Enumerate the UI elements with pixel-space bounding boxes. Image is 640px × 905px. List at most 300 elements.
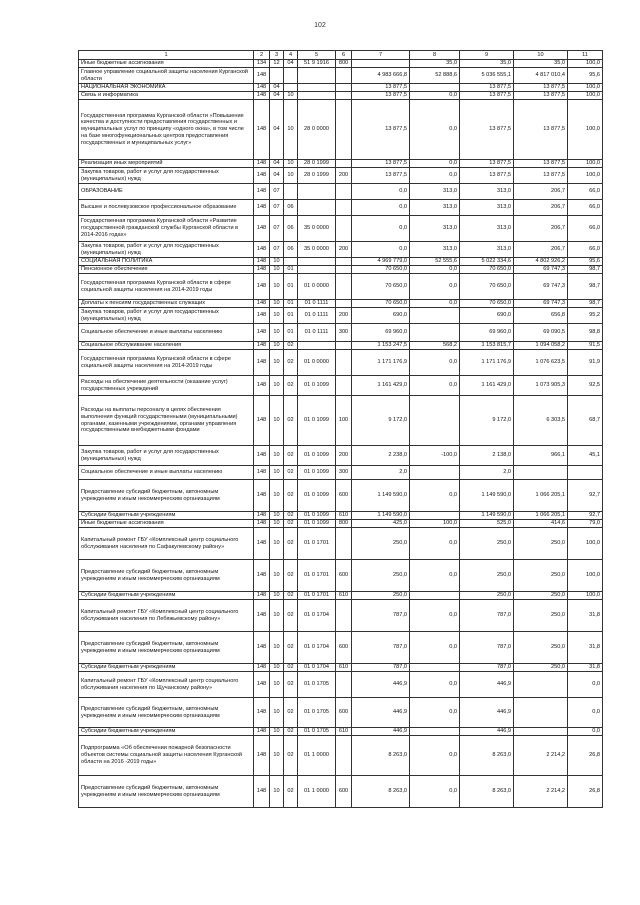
expense-type-cell: 200 xyxy=(336,446,352,466)
table-row xyxy=(79,266,603,274)
plan-cell: 525,0 xyxy=(460,520,514,528)
table-row xyxy=(79,600,603,632)
expense-type-cell xyxy=(336,92,352,100)
table-row xyxy=(79,632,603,664)
expense-type-cell xyxy=(336,184,352,200)
expense-type-cell: 800 xyxy=(336,520,352,528)
change-cell: 0,0 xyxy=(410,698,460,728)
target-article-cell xyxy=(298,84,336,92)
section-cell: 10 xyxy=(270,600,284,632)
name-cell: Субсидии бюджетным учреждениям xyxy=(79,664,254,672)
executed-cell: 69 747,3 xyxy=(514,300,568,308)
admin-code-cell: 148 xyxy=(254,92,270,100)
target-article-cell: 01 1 0000 xyxy=(298,736,336,776)
section-cell: 04 xyxy=(270,92,284,100)
subsection-cell: 02 xyxy=(284,466,298,480)
executed-cell: 250,0 xyxy=(514,592,568,600)
table-row xyxy=(79,672,603,698)
name-cell: Закупка товаров, работ и услуг для государственных (муниципальных) нужд xyxy=(79,168,254,184)
table-row xyxy=(79,300,603,308)
change-cell xyxy=(410,84,460,92)
executed-cell: 13 877,5 xyxy=(514,84,568,92)
name-cell: Иные бюджетные ассигнования xyxy=(79,520,254,528)
plan-cell: 787,0 xyxy=(460,632,514,664)
executed-cell: 250,0 xyxy=(514,528,568,560)
percent-cell: 100,0 xyxy=(568,60,603,68)
expense-type-cell: 610 xyxy=(336,512,352,520)
plan-cell: 5 022 334,6 xyxy=(460,258,514,266)
table-row xyxy=(79,480,603,512)
expense-type-cell xyxy=(336,274,352,300)
name-cell: ОБРАЗОВАНИЕ xyxy=(79,184,254,200)
table-row xyxy=(79,342,603,350)
admin-code-cell: 148 xyxy=(254,672,270,698)
page-number: 102 xyxy=(314,22,326,29)
target-article-cell: 01 0 1099 xyxy=(298,446,336,466)
approved-cell: 787,0 xyxy=(352,632,410,664)
change-cell xyxy=(410,592,460,600)
percent-cell: 92,7 xyxy=(568,512,603,520)
column-header-2: 2 xyxy=(254,51,270,60)
change-cell xyxy=(410,512,460,520)
table-row xyxy=(79,350,603,376)
section-cell: 10 xyxy=(270,308,284,324)
percent-cell: 91,9 xyxy=(568,350,603,376)
subsection-cell: 06 xyxy=(284,216,298,242)
target-article-cell: 28 0 1999 xyxy=(298,160,336,168)
executed-cell: 13 877,5 xyxy=(514,100,568,160)
percent-cell: 95,6 xyxy=(568,258,603,266)
change-cell: 568,2 xyxy=(410,342,460,350)
name-cell: СОЦИАЛЬНАЯ ПОЛИТИКА xyxy=(79,258,254,266)
table-row xyxy=(79,664,603,672)
percent-cell: 98,7 xyxy=(568,274,603,300)
plan-cell: 313,0 xyxy=(460,216,514,242)
admin-code-cell: 134 xyxy=(254,60,270,68)
target-article-cell: 01 0 1099 xyxy=(298,396,336,446)
admin-code-cell: 148 xyxy=(254,528,270,560)
change-cell: 313,0 xyxy=(410,200,460,216)
name-cell: Главное управление социальной защиты населения Курганской области xyxy=(79,68,254,84)
change-cell: 52 888,6 xyxy=(410,68,460,84)
expense-type-cell: 200 xyxy=(336,242,352,258)
percent-cell: 66,0 xyxy=(568,242,603,258)
expense-type-cell: 600 xyxy=(336,632,352,664)
column-header-5: 5 xyxy=(298,51,336,60)
approved-cell: 70 650,0 xyxy=(352,300,410,308)
plan-cell: 1 161 429,0 xyxy=(460,376,514,396)
admin-code-cell: 148 xyxy=(254,664,270,672)
table-row xyxy=(79,308,603,324)
name-cell: Доплаты к пенсиям государственных служащих xyxy=(79,300,254,308)
target-article-cell: 01 0 1705 xyxy=(298,698,336,728)
target-article-cell: 35 0 0000 xyxy=(298,242,336,258)
change-cell xyxy=(410,308,460,324)
percent-cell: 92,7 xyxy=(568,480,603,512)
executed-cell: 1 066 205,1 xyxy=(514,480,568,512)
plan-cell: 69 960,0 xyxy=(460,324,514,342)
target-article-cell xyxy=(298,258,336,266)
name-cell: Субсидии бюджетным учреждениям xyxy=(79,512,254,520)
section-cell: 10 xyxy=(270,300,284,308)
approved-cell: 1 149 590,0 xyxy=(352,480,410,512)
target-article-cell: 01 0 1111 xyxy=(298,300,336,308)
percent-cell: 100,0 xyxy=(568,528,603,560)
table-row xyxy=(79,376,603,396)
approved-cell: 0,0 xyxy=(352,200,410,216)
approved-cell xyxy=(352,60,410,68)
section-cell: 04 xyxy=(270,160,284,168)
column-header-9: 9 xyxy=(460,51,514,60)
plan-cell: 1 149 590,0 xyxy=(460,512,514,520)
section-cell: 04 xyxy=(270,84,284,92)
admin-code-cell: 148 xyxy=(254,736,270,776)
subsection-cell: 02 xyxy=(284,446,298,466)
executed-cell: 35,0 xyxy=(514,60,568,68)
admin-code-cell: 148 xyxy=(254,342,270,350)
name-cell: Реализация иных мероприятий xyxy=(79,160,254,168)
change-cell: 0,0 xyxy=(410,560,460,592)
approved-cell: 1 149 590,0 xyxy=(352,512,410,520)
expense-type-cell: 600 xyxy=(336,480,352,512)
approved-cell: 250,0 xyxy=(352,528,410,560)
change-cell: 100,0 xyxy=(410,520,460,528)
table-row xyxy=(79,466,603,480)
approved-cell: 1 161 429,0 xyxy=(352,376,410,396)
admin-code-cell: 148 xyxy=(254,480,270,512)
target-article-cell: 01 0 1705 xyxy=(298,728,336,736)
name-cell: Пенсионное обеспечение xyxy=(79,266,254,274)
section-cell: 10 xyxy=(270,632,284,664)
percent-cell: 92,5 xyxy=(568,376,603,396)
name-cell: Государственная программа Курганской области в сфере социальной защиты населения на 2014-2019 годы xyxy=(79,350,254,376)
target-article-cell: 01 0 1099 xyxy=(298,466,336,480)
change-cell: 0,0 xyxy=(410,100,460,160)
table-row xyxy=(79,68,603,84)
admin-code-cell: 148 xyxy=(254,698,270,728)
table-row xyxy=(79,446,603,466)
subsection-cell: 10 xyxy=(284,160,298,168)
percent-cell: 26,8 xyxy=(568,736,603,776)
name-cell: Иные бюджетные ассигнования xyxy=(79,60,254,68)
target-article-cell: 01 0 1701 xyxy=(298,528,336,560)
name-cell: Государственная программа Курганской области в сфере социальной защиты населения на 2014-2019 годы xyxy=(79,274,254,300)
plan-cell: 1 171 176,9 xyxy=(460,350,514,376)
approved-cell: 0,0 xyxy=(352,184,410,200)
section-cell: 10 xyxy=(270,258,284,266)
change-cell: 0,0 xyxy=(410,92,460,100)
admin-code-cell: 148 xyxy=(254,350,270,376)
section-cell: 10 xyxy=(270,396,284,446)
subsection-cell: 02 xyxy=(284,600,298,632)
executed-cell: 206,7 xyxy=(514,216,568,242)
admin-code-cell: 148 xyxy=(254,324,270,342)
change-cell: 0,0 xyxy=(410,168,460,184)
percent-cell: 0,0 xyxy=(568,698,603,728)
expense-type-cell: 610 xyxy=(336,592,352,600)
section-cell: 10 xyxy=(270,324,284,342)
name-cell: Предоставление субсидий бюджетным, автономным учреждениям и иным некоммерческим организациям xyxy=(79,560,254,592)
executed-cell: 206,7 xyxy=(514,242,568,258)
subsection-cell: 02 xyxy=(284,776,298,808)
change-cell: 0,0 xyxy=(410,160,460,168)
table-row xyxy=(79,560,603,592)
plan-cell: 1 153 815,7 xyxy=(460,342,514,350)
admin-code-cell: 148 xyxy=(254,728,270,736)
admin-code-cell: 148 xyxy=(254,242,270,258)
executed-cell xyxy=(514,728,568,736)
target-article-cell: 35 0 0000 xyxy=(298,216,336,242)
change-cell: 0,0 xyxy=(410,632,460,664)
subsection-cell: 04 xyxy=(284,60,298,68)
section-cell: 10 xyxy=(270,466,284,480)
header-row xyxy=(79,51,603,60)
subsection-cell: 10 xyxy=(284,100,298,160)
section-cell: 10 xyxy=(270,776,284,808)
subsection-cell: 10 xyxy=(284,92,298,100)
admin-code-cell: 148 xyxy=(254,266,270,274)
table-row xyxy=(79,160,603,168)
approved-cell: 0,0 xyxy=(352,216,410,242)
subsection-cell: 02 xyxy=(284,728,298,736)
section-cell: 10 xyxy=(270,736,284,776)
column-header-1: 1 xyxy=(79,51,254,60)
plan-cell: 446,9 xyxy=(460,672,514,698)
name-cell: Капитальный ремонт ГБУ «Комплексный центр социального обслуживания населения по Лебяжьевскому району» xyxy=(79,600,254,632)
subsection-cell xyxy=(284,258,298,266)
table-row xyxy=(79,200,603,216)
expense-type-cell xyxy=(336,350,352,376)
table-row xyxy=(79,728,603,736)
section-cell: 10 xyxy=(270,446,284,466)
section-cell: 10 xyxy=(270,342,284,350)
table-row xyxy=(79,736,603,776)
plan-cell: 690,0 xyxy=(460,308,514,324)
plan-cell: 313,0 xyxy=(460,200,514,216)
expense-type-cell xyxy=(336,600,352,632)
executed-cell: 1 094 058,2 xyxy=(514,342,568,350)
table-row xyxy=(79,100,603,160)
section-cell: 07 xyxy=(270,184,284,200)
plan-cell: 8 263,0 xyxy=(460,776,514,808)
subsection-cell: 02 xyxy=(284,528,298,560)
plan-cell: 9 172,0 xyxy=(460,396,514,446)
column-header-8: 8 xyxy=(410,51,460,60)
target-article-cell: 01 0 1705 xyxy=(298,672,336,698)
name-cell: Капитальный ремонт ГБУ «Комплексный центр социального обслуживания населения по Щучанскому району» xyxy=(79,672,254,698)
column-header-11: 11 xyxy=(568,51,603,60)
name-cell: Расходы на выплаты персоналу в целях обеспечения выполнения функций государственными (муниципальными) органами, казенными учреждениями, органами управления государственными внебюджетными фондами xyxy=(79,396,254,446)
subsection-cell: 02 xyxy=(284,350,298,376)
name-cell: Подпрограмма «Об обеспечении пожарной безопасности объектов системы социальной защиты населения Курганской области на 2016 -2019 годы» xyxy=(79,736,254,776)
approved-cell: 787,0 xyxy=(352,664,410,672)
admin-code-cell: 148 xyxy=(254,446,270,466)
expense-type-cell: 100 xyxy=(336,396,352,446)
plan-cell: 13 877,5 xyxy=(460,92,514,100)
target-article-cell: 01 0 1701 xyxy=(298,592,336,600)
change-cell: 0,0 xyxy=(410,776,460,808)
change-cell xyxy=(410,728,460,736)
change-cell: 35,0 xyxy=(410,60,460,68)
expense-type-cell xyxy=(336,100,352,160)
change-cell: 313,0 xyxy=(410,216,460,242)
plan-cell: 2 138,0 xyxy=(460,446,514,466)
name-cell: Государственная программа Курганской области «Повышение качества и доступности предоставления государственных и муниципальных услуг по принципу «одного окна», в том числе на базе многофункциональных центров предоставления государственных и муниципальных услуг» xyxy=(79,100,254,160)
approved-cell: 2,0 xyxy=(352,466,410,480)
approved-cell: 446,9 xyxy=(352,698,410,728)
subsection-cell: 01 xyxy=(284,266,298,274)
executed-cell: 1 073 905,3 xyxy=(514,376,568,396)
percent-cell: 91,5 xyxy=(568,342,603,350)
target-article-cell: 51 9 1916 xyxy=(298,60,336,68)
target-article-cell: 01 0 1111 xyxy=(298,308,336,324)
target-article-cell: 01 1 0000 xyxy=(298,776,336,808)
subsection-cell xyxy=(284,84,298,92)
plan-cell: 1 149 590,0 xyxy=(460,480,514,512)
target-article-cell: 01 0 1704 xyxy=(298,664,336,672)
plan-cell: 250,0 xyxy=(460,528,514,560)
section-cell: 10 xyxy=(270,376,284,396)
percent-cell: 66,0 xyxy=(568,216,603,242)
target-article-cell xyxy=(298,184,336,200)
column-header-10: 10 xyxy=(514,51,568,60)
column-header-4: 4 xyxy=(284,51,298,60)
percent-cell: 100,0 xyxy=(568,560,603,592)
section-cell: 10 xyxy=(270,698,284,728)
plan-cell: 250,0 xyxy=(460,560,514,592)
section-cell: 10 xyxy=(270,480,284,512)
subsection-cell: 02 xyxy=(284,376,298,396)
table-row xyxy=(79,258,603,266)
plan-cell: 446,9 xyxy=(460,728,514,736)
table-row xyxy=(79,216,603,242)
expense-type-cell xyxy=(336,160,352,168)
admin-code-cell: 148 xyxy=(254,776,270,808)
table-row xyxy=(79,168,603,184)
admin-code-cell: 148 xyxy=(254,84,270,92)
percent-cell: 100,0 xyxy=(568,92,603,100)
change-cell: 0,0 xyxy=(410,350,460,376)
executed-cell xyxy=(514,672,568,698)
expense-type-cell: 600 xyxy=(336,698,352,728)
percent-cell: 98,7 xyxy=(568,266,603,274)
change-cell xyxy=(410,466,460,480)
admin-code-cell: 148 xyxy=(254,68,270,84)
admin-code-cell: 148 xyxy=(254,520,270,528)
section-cell: 07 xyxy=(270,200,284,216)
admin-code-cell: 148 xyxy=(254,632,270,664)
percent-cell: 45,1 xyxy=(568,446,603,466)
executed-cell: 13 877,5 xyxy=(514,160,568,168)
expense-type-cell: 300 xyxy=(336,466,352,480)
admin-code-cell: 148 xyxy=(254,200,270,216)
target-article-cell xyxy=(298,266,336,274)
expense-type-cell: 200 xyxy=(336,168,352,184)
executed-cell: 4 802 926,2 xyxy=(514,258,568,266)
approved-cell: 425,0 xyxy=(352,520,410,528)
target-article-cell xyxy=(298,342,336,350)
approved-cell: 69 960,0 xyxy=(352,324,410,342)
approved-cell: 4 969 779,0 xyxy=(352,258,410,266)
subsection-cell xyxy=(284,68,298,84)
approved-cell: 70 650,0 xyxy=(352,266,410,274)
section-cell: 10 xyxy=(270,512,284,520)
section-cell: 10 xyxy=(270,350,284,376)
target-article-cell: 28 0 0000 xyxy=(298,100,336,160)
admin-code-cell: 148 xyxy=(254,184,270,200)
percent-cell: 0,0 xyxy=(568,672,603,698)
name-cell: Закупка товаров, работ и услуг для государственных (муниципальных) нужд xyxy=(79,308,254,324)
expense-type-cell: 800 xyxy=(336,60,352,68)
approved-cell: 13 877,5 xyxy=(352,160,410,168)
admin-code-cell: 148 xyxy=(254,600,270,632)
executed-cell: 966,1 xyxy=(514,446,568,466)
percent-cell: 95,2 xyxy=(568,308,603,324)
plan-cell: 13 877,5 xyxy=(460,160,514,168)
percent-cell: 79,0 xyxy=(568,520,603,528)
approved-cell: 1 153 247,5 xyxy=(352,342,410,350)
executed-cell: 6 303,5 xyxy=(514,396,568,446)
approved-cell: 446,9 xyxy=(352,672,410,698)
name-cell: Связь и информатика xyxy=(79,92,254,100)
percent-cell: 100,0 xyxy=(568,100,603,160)
subsection-cell: 01 xyxy=(284,324,298,342)
executed-cell: 250,0 xyxy=(514,664,568,672)
section-cell: 10 xyxy=(270,728,284,736)
executed-cell: 2 214,2 xyxy=(514,776,568,808)
executed-cell: 250,0 xyxy=(514,560,568,592)
change-cell: 313,0 xyxy=(410,184,460,200)
table-row xyxy=(79,592,603,600)
percent-cell: 26,8 xyxy=(568,776,603,808)
change-cell: 0,0 xyxy=(410,266,460,274)
percent-cell: 31,8 xyxy=(568,664,603,672)
subsection-cell: 02 xyxy=(284,672,298,698)
change-cell xyxy=(410,396,460,446)
approved-cell: 70 650,0 xyxy=(352,274,410,300)
subsection-cell: 06 xyxy=(284,242,298,258)
admin-code-cell: 148 xyxy=(254,396,270,446)
admin-code-cell: 148 xyxy=(254,512,270,520)
table-row xyxy=(79,84,603,92)
subsection-cell: 06 xyxy=(284,200,298,216)
percent-cell: 100,0 xyxy=(568,168,603,184)
section-cell: 10 xyxy=(270,520,284,528)
expense-type-cell xyxy=(336,258,352,266)
executed-cell: 1 066 205,1 xyxy=(514,512,568,520)
name-cell: Социальное обеспечение и иные выплаты населению xyxy=(79,324,254,342)
admin-code-cell: 148 xyxy=(254,308,270,324)
name-cell: Капитальный ремонт ГБУ «Комплексный центр социального обслуживания населения по Сафакулевскому району» xyxy=(79,528,254,560)
executed-cell: 69 747,3 xyxy=(514,274,568,300)
change-cell: 0,0 xyxy=(410,274,460,300)
executed-cell: 13 877,5 xyxy=(514,168,568,184)
executed-cell: 206,7 xyxy=(514,200,568,216)
percent-cell: 100,0 xyxy=(568,592,603,600)
target-article-cell: 01 0 1704 xyxy=(298,600,336,632)
plan-cell: 787,0 xyxy=(460,664,514,672)
percent-cell: 100,0 xyxy=(568,160,603,168)
change-cell: 52 555,6 xyxy=(410,258,460,266)
table-row xyxy=(79,776,603,808)
percent-cell: 95,6 xyxy=(568,68,603,84)
admin-code-cell: 148 xyxy=(254,258,270,266)
subsection-cell: 02 xyxy=(284,512,298,520)
plan-cell: 70 650,0 xyxy=(460,300,514,308)
target-article-cell: 28 0 1999 xyxy=(298,168,336,184)
admin-code-cell: 148 xyxy=(254,466,270,480)
expense-type-cell: 600 xyxy=(336,560,352,592)
